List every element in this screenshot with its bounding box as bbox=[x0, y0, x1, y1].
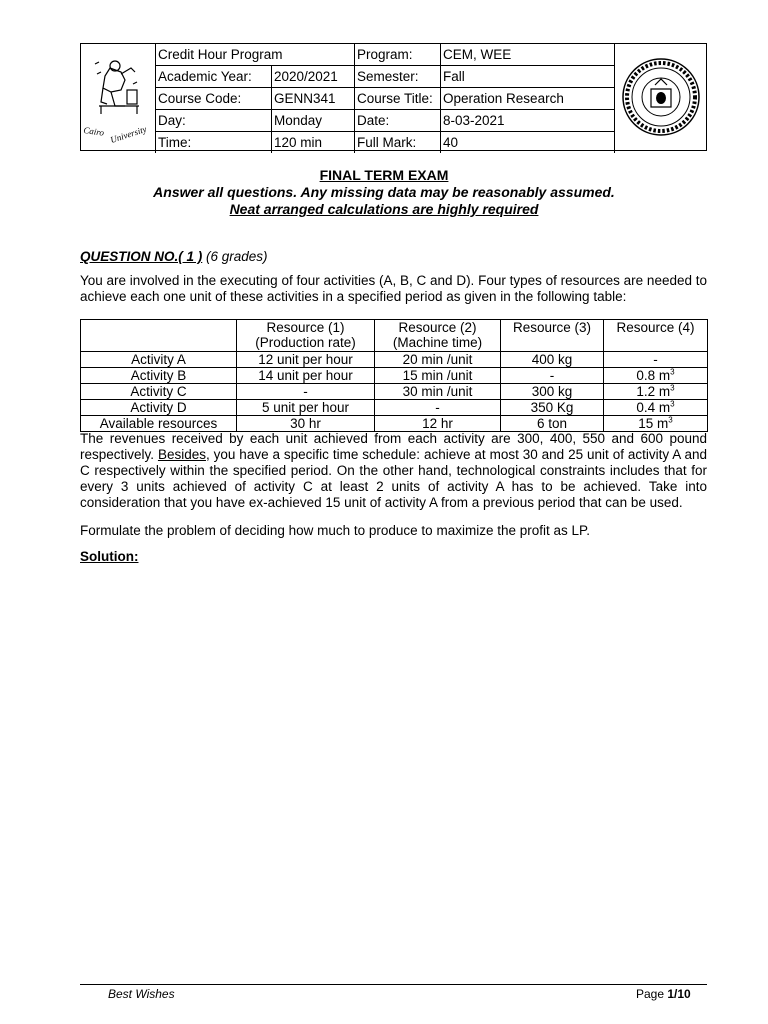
date-value: 8-03-2021 bbox=[441, 110, 615, 132]
course-title-label: Course Title: bbox=[355, 88, 441, 110]
time-value: 120 min bbox=[272, 132, 355, 154]
program-value: CEM, WEE bbox=[441, 44, 615, 66]
table-row bbox=[156, 88, 615, 110]
full-mark-value: 40 bbox=[441, 132, 615, 154]
cell-resource-3: 6 ton bbox=[501, 416, 604, 432]
exam-instruction-1: Answer all questions. Any missing data may be reasonably assumed. bbox=[153, 184, 615, 200]
svg-text:Cairo: Cairo bbox=[82, 124, 105, 138]
svg-text:University: University bbox=[109, 123, 148, 145]
resource-table bbox=[80, 319, 708, 432]
page-number: Page 1/10 bbox=[636, 987, 691, 1001]
table-row bbox=[81, 368, 708, 384]
table-row bbox=[81, 416, 708, 432]
table-header-row bbox=[81, 320, 708, 352]
year-label: Academic Year: bbox=[156, 66, 272, 88]
table-row bbox=[156, 44, 615, 66]
question-grades: (6 grades) bbox=[202, 249, 268, 264]
program-label: Program: bbox=[355, 44, 441, 66]
header-resource-2: Resource (2) (Machine time) bbox=[375, 320, 501, 352]
table-row bbox=[156, 110, 615, 132]
course-code-value: GENN341 bbox=[272, 88, 355, 110]
cell-resource-2: 20 min /unit bbox=[375, 352, 501, 368]
program-type: Credit Hour Program bbox=[156, 44, 355, 66]
cell-activity: Activity B bbox=[81, 368, 237, 384]
cell-resource-4: 1.2 $m^3$ bbox=[604, 384, 708, 400]
table-row bbox=[156, 132, 615, 154]
header-resource-3: Resource (3) bbox=[501, 320, 604, 352]
footer-divider bbox=[80, 984, 707, 985]
cell-resource-3: - bbox=[501, 368, 604, 384]
semester-value: Fall bbox=[441, 66, 615, 88]
table-row bbox=[81, 352, 708, 368]
cell-activity: Activity A bbox=[81, 352, 237, 368]
day-value: Monday bbox=[272, 110, 355, 132]
cell-resource-2: 30 min /unit bbox=[375, 384, 501, 400]
footer-wishes: Best Wishes bbox=[108, 987, 175, 1001]
date-label: Date: bbox=[355, 110, 441, 132]
cell-resource-4: 0.8 $m^3$ bbox=[604, 368, 708, 384]
header-resource-4: Resource (4) bbox=[604, 320, 708, 352]
semester-label: Semester: bbox=[355, 66, 441, 88]
cell-activity: Activity C bbox=[81, 384, 237, 400]
table-row bbox=[81, 384, 708, 400]
time-label: Time: bbox=[156, 132, 272, 154]
header-resource-1: Resource (1) (Production rate) bbox=[237, 320, 375, 352]
course-info-table bbox=[155, 44, 615, 153]
cell-resource-2: 15 min /unit bbox=[375, 368, 501, 384]
cell-activity: Available resources bbox=[81, 416, 237, 432]
cell-resource-1: 14 unit per hour bbox=[237, 368, 375, 384]
solution-heading: Solution: bbox=[80, 549, 139, 564]
header-blank bbox=[81, 320, 237, 352]
cell-resource-2: 12 hr bbox=[375, 416, 501, 432]
table-row bbox=[156, 66, 615, 88]
question-heading bbox=[80, 249, 268, 264]
exam-instruction-2: Neat arranged calculations are highly required bbox=[229, 201, 539, 217]
course-code-label: Course Code: bbox=[156, 88, 272, 110]
question-body: The revenues received by each unit achieved from each activity are 300, 400, 550 and 600 pound respectively. Besides, you have a specific time schedule: achieve at most 30 and 25 unit of activity A and C respectively within the specified period. On the other hand, technological constraints includes that for every 3 units achieved of activity C at least 2 units of activity A has to be achieved. Take into consideration that you have ex-achieved 15 unit of activity A from a previous period that can be used. bbox=[80, 431, 707, 510]
cell-resource-2: - bbox=[375, 400, 501, 416]
question-label: QUESTION NO.( 1 ) bbox=[80, 249, 203, 264]
full-mark-label: Full Mark: bbox=[355, 132, 441, 154]
cell-resource-4: - bbox=[604, 352, 708, 368]
faculty-seal-logo bbox=[614, 44, 706, 150]
exam-title: FINAL TERM EXAM bbox=[319, 167, 449, 183]
cell-resource-1: - bbox=[237, 384, 375, 400]
cell-resource-3: 300 kg bbox=[501, 384, 604, 400]
cell-resource-1: 12 unit per hour bbox=[237, 352, 375, 368]
exam-header bbox=[80, 43, 707, 151]
cell-activity: Activity D bbox=[81, 400, 237, 416]
cell-resource-4: 15 $m^3$ bbox=[604, 416, 708, 432]
cell-resource-1: 5 unit per hour bbox=[237, 400, 375, 416]
cell-resource-1: 30 hr bbox=[237, 416, 375, 432]
university-logo-left bbox=[81, 44, 155, 150]
question-task: Formulate the problem of deciding how much to produce to maximize the profit as LP. bbox=[80, 523, 591, 538]
question-intro: You are involved in the executing of four activities (A, B, C and D). Four types of resources are needed to achieve each one unit of these activities in a specified period as given in the following table: bbox=[80, 273, 707, 304]
cell-resource-3: 400 kg bbox=[501, 352, 604, 368]
table-row bbox=[81, 400, 708, 416]
cell-resource-3: 350 Kg bbox=[501, 400, 604, 416]
day-label: Day: bbox=[156, 110, 272, 132]
year-value: 2020/2021 bbox=[272, 66, 355, 88]
cell-resource-4: 0.4 $m^3$ bbox=[604, 400, 708, 416]
course-title-value: Operation Research bbox=[441, 88, 615, 110]
